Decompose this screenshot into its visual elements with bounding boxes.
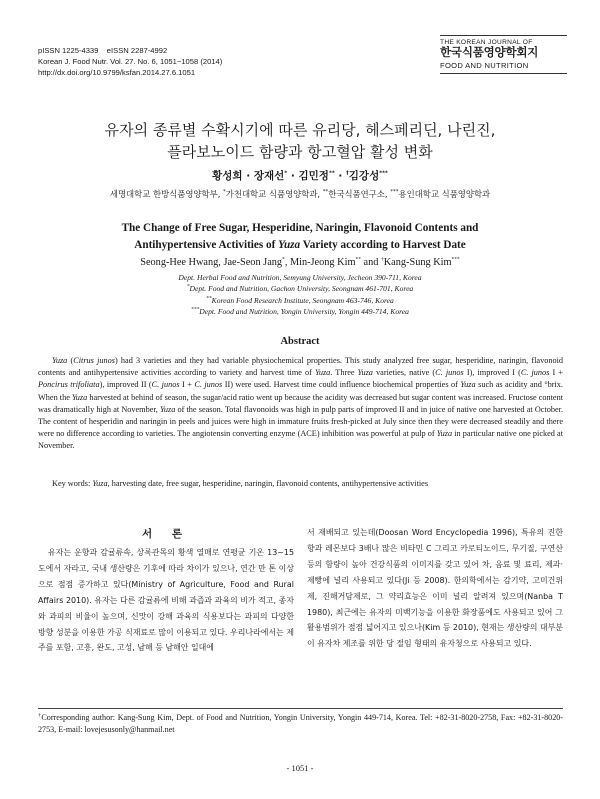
italic-term: Yuza	[436, 429, 453, 439]
title-text: Antihypertensive Activities of	[134, 239, 279, 251]
affil-mark: *	[284, 170, 288, 177]
text: varieties, native (	[372, 368, 436, 378]
body-column-right	[307, 525, 563, 652]
title-text: Variety according to Harvest Date	[300, 239, 466, 251]
author-4-en: Kang-Sung Kim	[383, 257, 452, 268]
keywords	[38, 479, 563, 488]
body-paragraph: 서 재배되고 있는데(Doosan Word Encyclopedia 1996), 특유의 진한 향과 레몬보다 3배나 많은 비타민 C 그리고 카로티노이드, 무기질, 구연산 등의 함량이 높아 건강식품의 이미지를 갖고 있어 차, 음료 및 료리, 제과·제빵에 널리 사용되고 있다(Ji 등 2008). 한의학에서는 감기약, 고미건위제, 진해거담제로, 그 약리효능은 이미 널리 알려져 있으며(Nanba T 1980), 최근에는 유자의 미백기능을 이용한 화장품에도 사용되고 있어 그 활용범위가 점점 넓어지고 있으나(Kim 등 2010), 현재는 생산량의 대부분이 유자차 제조를 위한 당 절임 형태의 유자청으로 사용되고 있다.	[307, 528, 563, 649]
affil-mark: ***	[451, 256, 460, 263]
author-separator: ·	[287, 170, 299, 182]
text: ) had 3 varieties and they had variable physiochemical properties. This study analyzed free sugar, hesperidine, naringin, flavonoid contents and antihypertensive activities according to variety and harvest time of	[38, 356, 563, 378]
corresponding-mark: †	[38, 712, 42, 719]
author-separator: ·	[242, 170, 254, 182]
affiliation-3: 한국식품연구소,	[328, 189, 391, 199]
keyword-italic: Yuza	[92, 479, 108, 488]
journal-rule-top	[440, 35, 567, 36]
author-3: 김민정	[298, 170, 329, 182]
author-separator: ·	[334, 170, 347, 182]
abstract-heading: Abstract	[280, 336, 320, 347]
journal-metadata	[38, 45, 222, 78]
author-2: 장재선	[253, 170, 285, 182]
affiliation-text: Dept. Food and Nutrition, Gachon University, Seongnam 461-701, Korea	[189, 284, 414, 294]
footnote-text: Corresponding author: Kang-Sung Kim, Dept. of Food and Nutrition, Yongin University, Yongin 449-714, Korea. Tel: +82-31-8020-2758, Fax: +82-31-8020-2753, E-mail: lovejesusonly@hanmail.net	[38, 713, 563, 735]
italic-term: C. junos	[435, 368, 464, 378]
italic-term: Yuza	[314, 368, 331, 378]
affiliation-text: Korean Food Research Institute, Seongnam 463-746, Korea	[211, 295, 394, 305]
page-number: - 1051 -	[286, 763, 314, 773]
abstract-body	[38, 355, 563, 453]
affil-mark: **	[322, 189, 329, 196]
affil-mark: *	[223, 189, 226, 196]
keywords-label: Key words:	[52, 479, 93, 488]
italic-term: Yuza	[71, 392, 88, 402]
corresponding-mark: †	[346, 170, 349, 177]
affil-mark: ***	[379, 170, 388, 177]
corresponding-mark: †	[380, 256, 384, 263]
affiliation-4-en	[0, 306, 600, 317]
keywords-list: , harvesting date, free sugar, hesperidine, naringin, flavonoid contents, antihypertensive activities	[107, 479, 429, 488]
journal-name-korean: 한국식품영양학회지	[440, 47, 539, 59]
affil-mark: **	[206, 295, 212, 302]
citation-line: Korean J. Food Nutr. Vol. 27. No. 6, 1051~1058 (2014)	[38, 57, 223, 66]
abstract-paragraph	[38, 355, 563, 453]
italic-term: Yuza	[357, 368, 373, 378]
author-1: 황성희	[212, 170, 243, 182]
affil-mark: *	[186, 283, 190, 290]
section-heading-introduction: 서 론	[142, 528, 190, 540]
affiliation-1-en: Dept. Herbal Food and Nutrition, Semyung University, Jecheon 390-711, Korea	[178, 273, 422, 282]
affiliation-2: 가천대학교 식품영양학과,	[225, 189, 323, 199]
affil-mark: ***	[390, 189, 399, 196]
korean-title-line1: 유자의 종류별 수확시기에 따른 유리당, 헤스페리딘, 나린진,	[104, 121, 496, 139]
affil-mark: *	[282, 256, 285, 263]
affiliation-text: Dept. Food and Nutrition, Yongin University, Yongin 449-714, Korea	[199, 307, 409, 317]
affil-mark: **	[355, 256, 361, 263]
body-paragraph: 유자는 운향과 감귤류속, 상록관목의 황색 열매로 연평균 기온 13~15도에서 자라고, 국내 생산량은 기후에 따라 차이가 있으나, 연간 만 톤 이상으로 점점 증가하고 있다(Ministry of Agriculture, Food and Rural Affairs 2010). 유자는 다른 감귤류에 비해 과즙과 과육의 비가 적고, 종자와 과피의 비율이 높으며, 신맛이 강해 과육의 식용보다는 과피의 다양한 방향 성분을 이용한 가공 식재료로 많이 이용되고 있다. 우리나라에서는 제주를 포함, 고흥, 완도, 고성, 남해 등 남해안 일대에	[38, 548, 294, 653]
affil-mark: **	[328, 170, 335, 177]
corresponding-author-footnote	[38, 712, 563, 737]
doi-link[interactable]: http://dx.doi.org/10.9799/ksfan.2014.27.6.1051	[38, 68, 196, 77]
english-title-line1: The Change of Free Sugar, Hesperidine, Naringin, Flavonoid Contents and	[121, 222, 479, 234]
text: . Three	[330, 368, 358, 378]
italic-term: Poncirus trifoliata	[38, 380, 100, 390]
text: I), improved I (	[463, 368, 521, 378]
author-conjunction: and	[360, 257, 381, 268]
text: harvested at behind of season, the sugar/acid ratio went up because the acidity was decreased but sugar content was increased. Fructose content was dramatically high at November,	[38, 392, 564, 414]
affiliation-4: 용인대학교 식품영양학과	[398, 189, 491, 199]
text: (	[67, 356, 74, 365]
author-2-en: Jae-Seon Jang	[223, 257, 283, 268]
text: I +	[179, 380, 195, 390]
italic-term: C. junos	[151, 380, 180, 390]
text: in particular native one picked at November.	[38, 429, 563, 451]
english-authors	[0, 257, 600, 268]
journal-name-bottom: FOOD AND NUTRITION	[440, 61, 529, 70]
italic-term: Yuza	[160, 404, 176, 414]
english-title-line2	[0, 237, 600, 254]
affiliation-1: 세명대학교 한방식품영양학부,	[109, 189, 224, 199]
text: I +	[549, 368, 564, 378]
italic-term: C. junos	[520, 368, 550, 378]
italic-term: Yuza	[52, 356, 68, 365]
journal-rule-bottom	[440, 73, 567, 74]
author-1-en: Seong-Hee Hwang,	[140, 257, 224, 268]
journal-logo	[440, 35, 567, 74]
italic-term: C. junos	[194, 380, 223, 390]
text: of the season. Total flavonoids was high in pulp parts of improved II and in juice of native one harvested at October. The content of hesperidin and naringin in peels and juices were high in immature fruits fresh-picked at July since then they were decreased steadily and there were no difference according to varieties. The angiotensin converting enzyme (ACE) inhibition was powerful at pulp of	[38, 404, 564, 439]
text: ), improved II (	[99, 380, 152, 390]
text: II) were used. Harvest time could influence biochemical properties of	[222, 380, 461, 390]
italic-term: Yuza	[460, 380, 476, 390]
title-italic: Yuza	[278, 239, 301, 251]
footnote-rule	[38, 708, 563, 709]
author-4: 김강성	[348, 170, 380, 182]
korean-affiliations	[0, 188, 600, 200]
korean-authors	[0, 168, 600, 183]
english-title	[0, 220, 600, 254]
journal-name-top: THE KOREAN JOURNAL OF	[440, 39, 533, 46]
korean-title	[0, 119, 600, 163]
affil-mark: ***	[191, 306, 200, 313]
italic-term: Citrus junos	[73, 356, 115, 365]
affiliation-3-en	[0, 295, 600, 306]
affiliation-2-en	[0, 283, 600, 294]
korean-title-line2: 플라보노이드 함량과 항고혈압 활성 변화	[167, 143, 433, 161]
author-3-en: , Min-Jeong Kim	[284, 257, 356, 268]
english-affiliations	[0, 272, 600, 318]
issn-line: pISSN 1225-4339 eISSN 2287-4992	[38, 46, 168, 55]
body-column-left	[38, 545, 294, 656]
text: such as acidity and °brix. When the	[38, 380, 563, 402]
